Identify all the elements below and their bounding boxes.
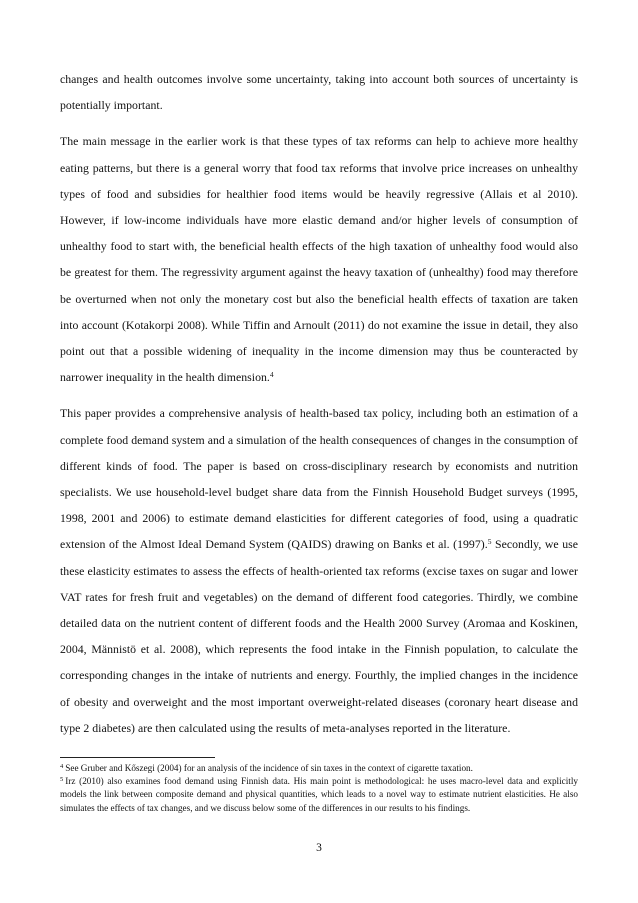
footnotes [60,762,578,815]
paragraph-text: changes and health outcomes involve some uncertainty, taking into account both sources of uncertainty is potentially important. [60,72,578,113]
paragraph-text: The main message in the earlier work is that these types of tax reforms can help to achieve more healthy eating patterns, but there is a general worry that food tax reforms that involve price increases on unhealthy types of food and subsidies for healthier food items would be heavily regressive (Allais et al 2010). However, if low-income individuals have more elastic demand and/or higher levels of consumption of unhealthy food to start with, the beneficial health effects of the high taxation of unhealthy food would also be greatest for them. The regressivity argument against the heavy taxation of (unhealthy) food may therefore be overturned when not only the monetary cost but also the beneficial health effects of taxation are taken into account (Kotakorpi 2008). While Tiffin and Arnoult (2011) do not examine the issue in detail, they also point out that a possible widening of inequality in the income dimension may thus be counteracted by narrower inequality in the health dimension. [60,134,578,385]
footnote-separator [60,757,215,758]
footnote-reference-5[interactable]: 5 [487,537,492,547]
footnote-text: Irz (2010) also examines food demand using Finnish data. His main point is methodological: he uses macro-level data and explicitly models the link between composite demand and physical quantities, which leads to a novel way to estimate nutrient elasticities. He also simulates the effects of tax changes, and we discuss below some of the differences in our results to his findings. [60,776,578,813]
footnote-5 [60,775,578,815]
footnote-mark: 5 [60,776,64,784]
paragraph-continuation [60,66,578,118]
paragraph-text: Secondly, we use these elasticity estimates to assess the effects of health-oriented tax reforms (excise taxes on sugar and lower VAT rates for fresh fruit and vegetables) on the demand of different food categories. Thirdly, we combine detailed data on the nutrient content of different foods and the Health 2000 Survey (Aromaa and Koskinen, 2004, Männistö et al. 2008), which represents the food intake in the Finnish population, to calculate the corresponding changes in the intake of nutrients and energy. Fourthly, the implied changes in the incidence of obesity and overweight and the most important overweight-related diseases (coronary heart disease and type 2 diabetes) are then calculated using the results of meta-analyses reported in the literature. [60,537,579,735]
body-text [60,66,578,751]
footnote-mark: 4 [60,763,64,770]
paragraph-text: This paper provides a comprehensive analysis of health-based tax policy, including both an estimation of a complete food demand system and a simulation of the health consequences of changes in the consumption of different kinds of food. The paper is based on cross-disciplinary research by economists and nutrition specialists. We use household-level budget share data from the Finnish Household Budget surveys (1995, 1998, 2001 and 2006) to estimate demand elasticities for different categories of food, using a quadratic extension of the Almost Ideal Demand System (QAIDS) drawing on Banks et al. (1997). [60,406,578,552]
paragraph-this-paper [60,400,578,741]
footnote-4 [60,762,578,775]
footnote-reference-4[interactable]: 4 [269,370,274,380]
page-number: 3 [316,842,322,854]
footnote-text: See Gruber and Kőszegi (2004) for an analysis of the incidence of sin taxes in the context of cigarette taxation. [65,763,473,773]
paragraph-earlier-work [60,128,578,390]
